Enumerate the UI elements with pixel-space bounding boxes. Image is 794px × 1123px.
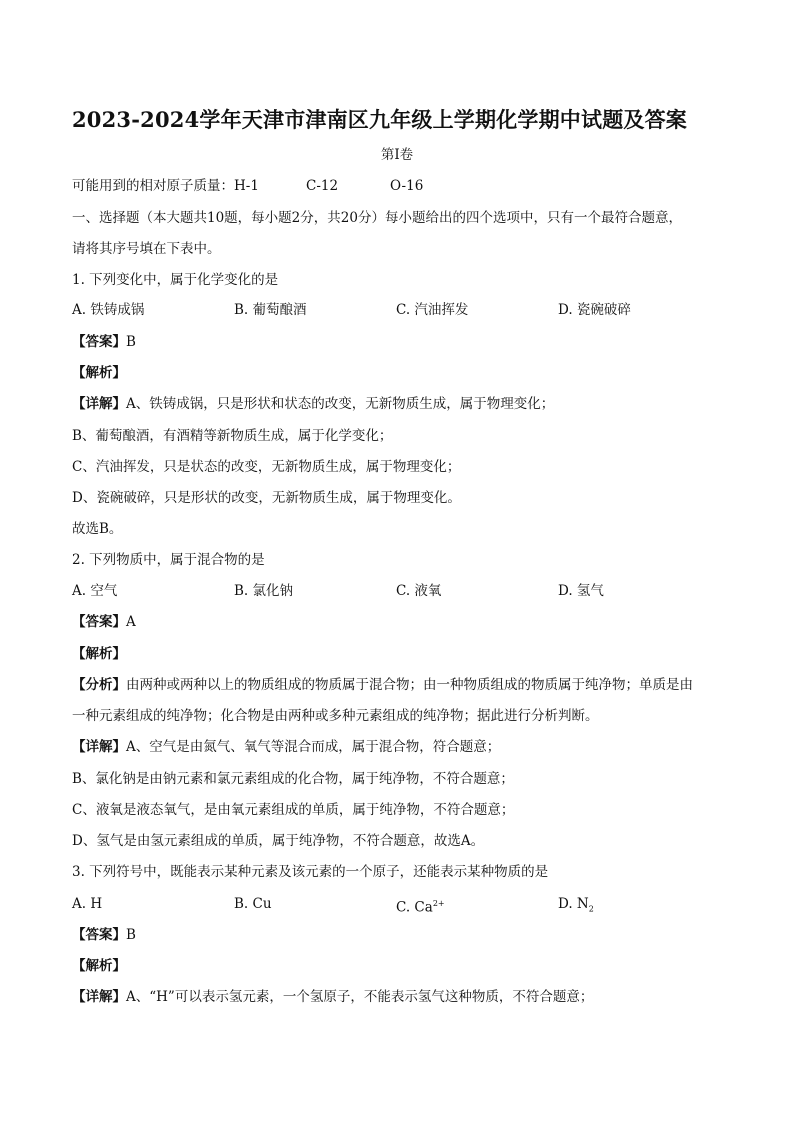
detail-tag: 【详解】 [72, 989, 126, 1005]
q3-answer-value: B [126, 927, 136, 943]
q3-option-c-text: C. Ca [396, 899, 433, 916]
volume-heading: 第Ⅰ卷 [380, 147, 414, 163]
atomic-mass-h: H-1 [234, 178, 259, 194]
q1-option-c: C. 汽油挥发 [396, 302, 469, 318]
q1-answer-value: B [126, 334, 136, 350]
q1-analysis [72, 364, 126, 382]
q1-stem: 1. 下列变化中，属于化学变化的是 [72, 272, 279, 288]
q3-analysis [72, 957, 126, 975]
answer-tag: 【答案】 [72, 614, 126, 630]
q3-option-d-text: D. N [558, 896, 589, 912]
q1-option-b: B. 葡萄酿酒 [234, 302, 307, 318]
q2-option-c: C. 液氧 [396, 583, 442, 599]
document-title: 2023-2024学年天津市津南区九年级上学期化学期中试题及答案 [72, 107, 688, 132]
q2-fenxi-line1 [72, 676, 693, 694]
q3-detail-line1 [72, 988, 593, 1006]
q2-answer [72, 613, 136, 631]
answer-tag: 【答案】 [72, 334, 126, 350]
answer-tag: 【答案】 [72, 927, 126, 943]
q1-answer [72, 333, 136, 351]
analysis-tag: 【解析】 [72, 365, 126, 381]
q3-detail-text1: A、“H”可以表示氢元素，一个氢原子，不能表示氢气这种物质，不符合题意； [126, 989, 594, 1005]
atomic-mass-label: 可能用到的相对原子质量： [72, 178, 234, 194]
q2-detail-line3: C、液氧是液态氧气，是由氧元素组成的单质，属于纯净物，不符合题意； [72, 802, 515, 818]
q3-option-d-subscript: 2 [588, 904, 594, 914]
q1-detail-line4: D、瓷碗破碎，只是形状的改变，无新物质生成，属于物理变化。 [72, 490, 461, 506]
section-instructions-line1: 一、选择题（本大题共10题，每小题2分，共20分）每小题给出的四个选项中，只有一个最符合题意， [72, 210, 682, 226]
analysis-tag: 【解析】 [72, 646, 126, 662]
q2-answer-value: A [126, 614, 136, 630]
section-instructions-line2: 请将其序号填在下表中。 [72, 241, 221, 257]
q3-option-d [558, 895, 594, 919]
q3-answer [72, 926, 136, 944]
q3-stem: 3. 下列符号中，既能表示某种元素及该元素的一个原子，还能表示某种物质的是 [72, 864, 549, 880]
fenxi-tag: 【分析】 [72, 677, 126, 693]
detail-tag: 【详解】 [72, 739, 126, 755]
q1-conclusion: 故选B。 [72, 521, 123, 537]
analysis-tag: 【解析】 [72, 958, 126, 974]
q2-detail-line1 [72, 738, 500, 756]
q2-stem: 2. 下列物质中，属于混合物的是 [72, 552, 265, 568]
q3-option-c [396, 895, 445, 917]
atomic-mass-o: O-16 [390, 178, 424, 194]
q2-option-d: D. 氢气 [558, 583, 604, 599]
q3-option-b: B. Cu [234, 896, 272, 912]
q1-detail-text1: A、铁铸成锅，只是形状和状态的改变，无新物质生成，属于物理变化； [126, 396, 555, 412]
q2-option-a: A. 空气 [72, 583, 118, 599]
q2-analysis [72, 645, 126, 663]
q1-detail-line2: B、葡萄酿酒，有酒精等新物质生成，属于化学变化； [72, 428, 393, 444]
q2-option-b: B. 氯化钠 [234, 583, 294, 599]
q1-option-a: A. 铁铸成锅 [72, 302, 145, 318]
detail-tag: 【详解】 [72, 396, 126, 412]
q2-detail-line4: D、氢气是由氢元素组成的单质，属于纯净物，不符合题意，故选A。 [72, 833, 485, 849]
q3-option-a: A. H [72, 896, 103, 912]
q2-detail-text1: A、空气是由氮气、氧气等混合而成，属于混合物，符合题意； [126, 739, 501, 755]
q1-detail-line3: C、汽油挥发，只是状态的改变，无新物质生成，属于物理变化； [72, 459, 461, 475]
q2-fenxi-text1: 由两种或两种以上的物质组成的物质属于混合物；由一种物质组成的物质属于纯净物；单质是由 [126, 677, 693, 693]
q2-fenxi-line2: 一种元素组成的纯净物；化合物是由两种或多种元素组成的纯净物；据此进行分析判断。 [72, 708, 599, 724]
q2-detail-line2: B、氯化钠是由钠元素和氯元素组成的化合物，属于纯净物，不符合题意； [72, 771, 514, 787]
q3-option-c-charge: 2+ [432, 899, 445, 908]
atomic-mass-c: C-12 [306, 178, 339, 194]
atomic-mass-line [72, 177, 423, 195]
q1-option-d: D. 瓷碗破碎 [558, 302, 631, 318]
q1-detail-line1 [72, 395, 554, 413]
